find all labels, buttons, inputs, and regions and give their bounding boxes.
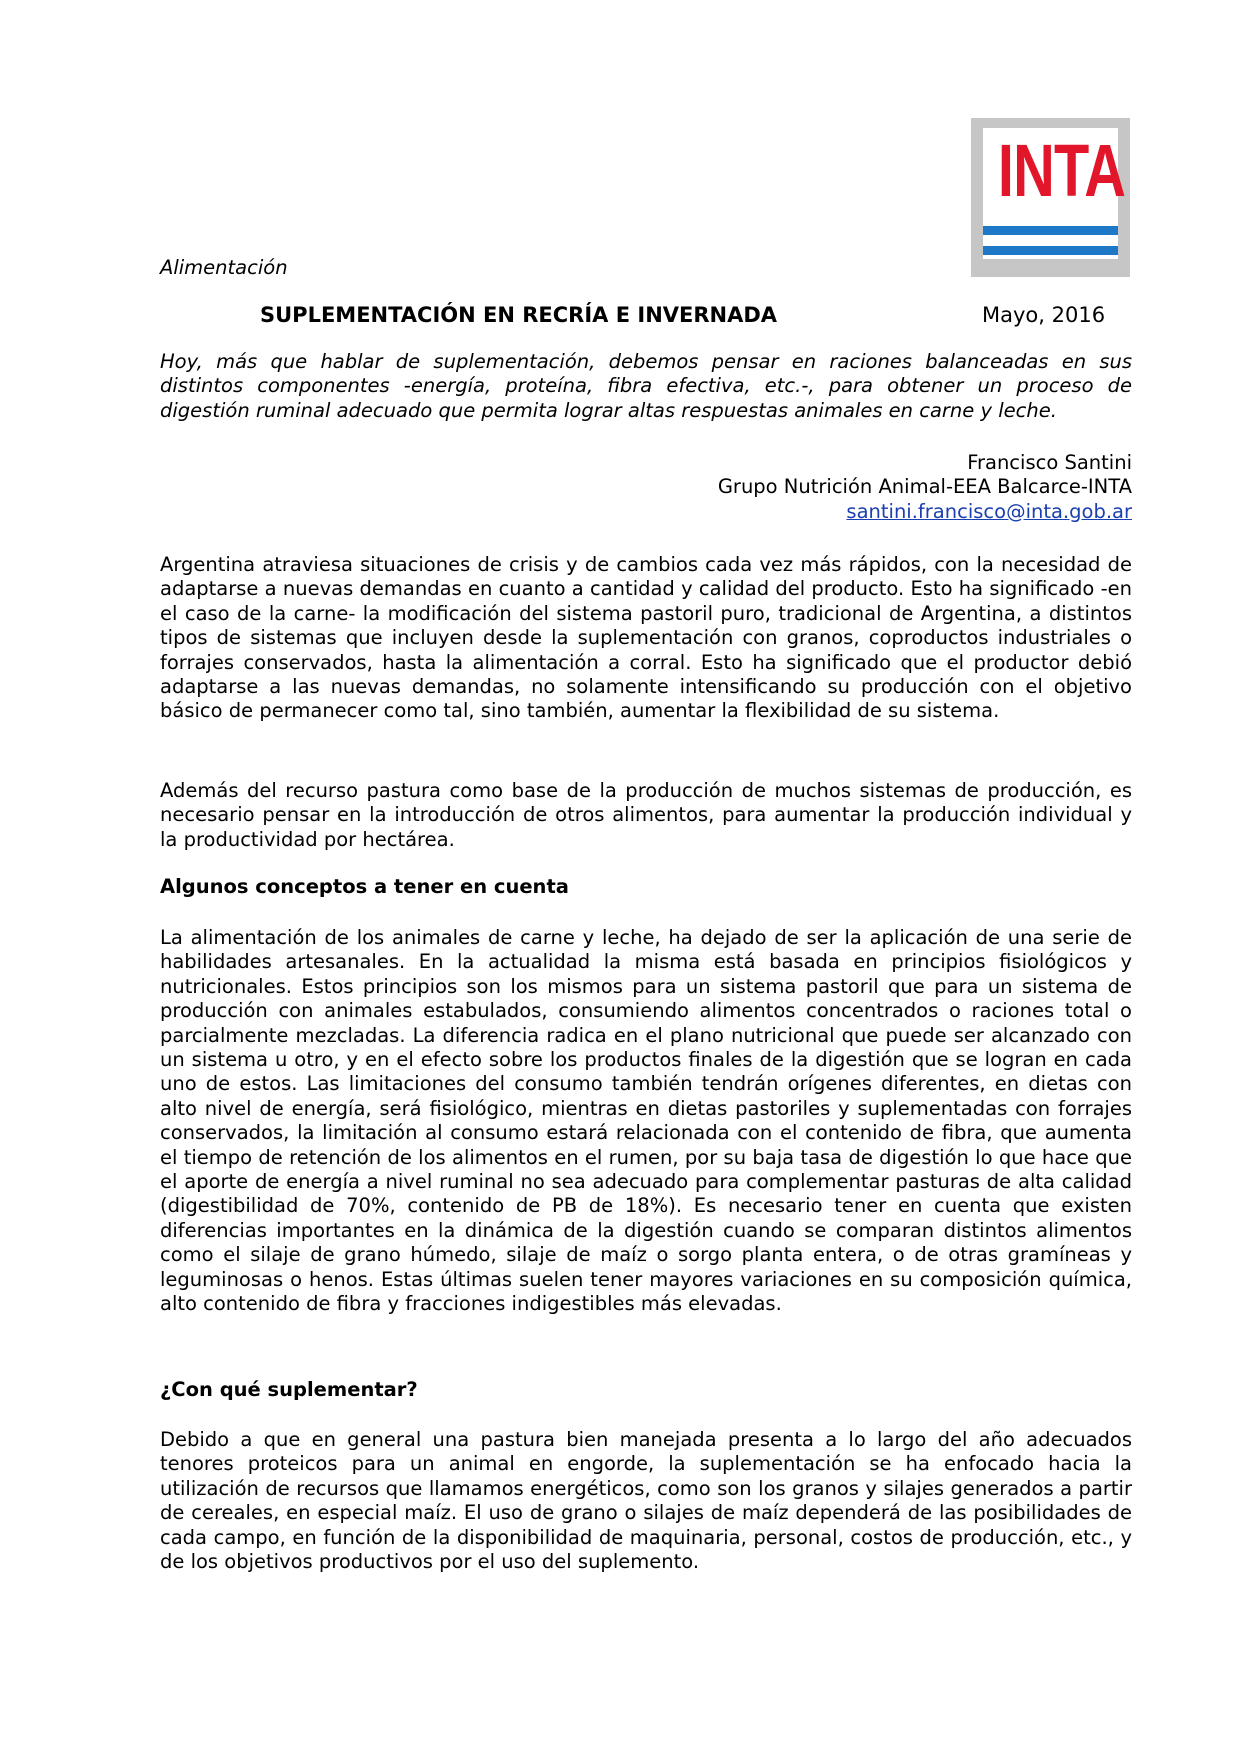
paragraph-1 [160,553,1132,724]
paragraph-2 [160,779,1132,852]
paragraph-4-text: Debido a que en general una pastura bien manejada presenta a lo largo del año adecuados tenores proteicos para un animal en engorde, la suplementación se ha enfocado hacia la utilización de recursos que llamamos energéticos, como son los granos y silajes generados a partir de cereales, en especial maíz. El uso de grano o silajes de maíz dependerá de las posibilidades de cada campo, en función de la disponibilidad de maquinaria, personal, costos de producción, etc., y de los objetivos productivos por el uso del suplemento. [160,1428,1132,1574]
paragraph-4 [160,1428,1132,1574]
paragraph-2-text: Además del recurso pastura como base de la producción de muchos sistemas de producción, es necesario pensar en la introducción de otros alimentos, para aumentar la producción individual y la productividad por hectárea. [160,779,1132,851]
author-block [160,451,1132,524]
heading-con-que-suplementar: ¿Con qué suplementar? [160,1378,418,1401]
intro-paragraph [160,350,1132,423]
intro-text: Hoy, más que hablar de suplementación, debemos pensar en raciones balanceadas en sus distintos componentes -energía, proteína, fibra efectiva, etc.-, para obtener un proceso de digestión ruminal adecuado que permita lograr altas respuestas animales en carne y leche. [160,350,1132,422]
title-row [160,302,1130,328]
logo-inner [983,128,1126,259]
logo-stripe-top [983,226,1118,235]
paragraph-3 [160,926,1132,1317]
paragraph-3-text: La alimentación de los animales de carne y leche, ha dejado de ser la aplicación de una serie de habilidades artesanales. En la actualidad la misma está basada en principios fisiológicos y nutricionales. Estos principios son los mismos para un sistema pastoril que para un sistema de producción con animales estabulados, consumiendo alimentos concentrados o raciones total o parcialmente mezcladas. La diferencia radica en el plano nutricional que puede ser alcanzado con un sistema u otro, y en el efecto sobre los productos finales de la digestión que se logran en cada uno de estos. Las limitaciones del consumo también tendrán orígenes diferentes, en dietas con alto nivel de energía, será fisiológico, mientras en dietas pastoriles y suplementadas con forrajes conservados, la limitación al consumo estará relacionada con el contenido de fibra, que aumenta el tiempo de retención de los alimentos en el rumen, por su baja tasa de digestión lo que hace que el aporte de energía a nivel ruminal no sea adecuado para complementar pasturas de alta calidad (digestibilidad de 70%, contenido de PB de 18%). Es necesario tener en cuenta que existen diferencias importantes en la dinámica de la digestión cuando se comparan distintos alimentos como el silaje de grano húmedo, silaje de maíz o sorgo planta entera, o de otras gramíneas y leguminosas o henos. Estas últimas suelen tener mayores variaciones en su composición química, alto contenido de fibra y fracciones indigestibles más elevadas. [160,926,1132,1316]
inta-logo [971,118,1130,277]
document-title: SUPLEMENTACIÓN EN RECRÍA E INVERNADA [260,303,778,327]
heading-conceptos: Algunos conceptos a tener en cuenta [160,875,569,898]
logo-stripe-bottom [983,246,1118,255]
author-affiliation: Grupo Nutrición Animal-EEA Balcarce-INTA [717,475,1132,499]
paragraph-1-text: Argentina atraviesa situaciones de crisis y de cambios cada vez más rápidos, con la necesidad de adaptarse a nuevas demandas en cuanto a cantidad y calidad del producto. Esto ha significado -en el caso de la carne- la modificación del sistema pastoril puro, tradicional de Argentina, a distintos tipos de sistemas que incluyen desde la suplementación con granos, coproductos industriales o forrajes conservados, hasta la alimentación a corral. Esto ha significado que el productor debió adaptarse a las nuevas demandas, no solamente intensificando su producción con el objetivo básico de permanecer como tal, sino también, aumentar la flexibilidad de su sistema. [160,553,1132,723]
document-date: Mayo, 2016 [982,303,1106,327]
author-name: Francisco Santini [967,451,1132,474]
section-label: Alimentación [160,256,288,279]
author-email-link[interactable]: santini.francisco@inta.gob.ar [846,499,1132,523]
logo-wordmark: INTA [997,129,1126,212]
